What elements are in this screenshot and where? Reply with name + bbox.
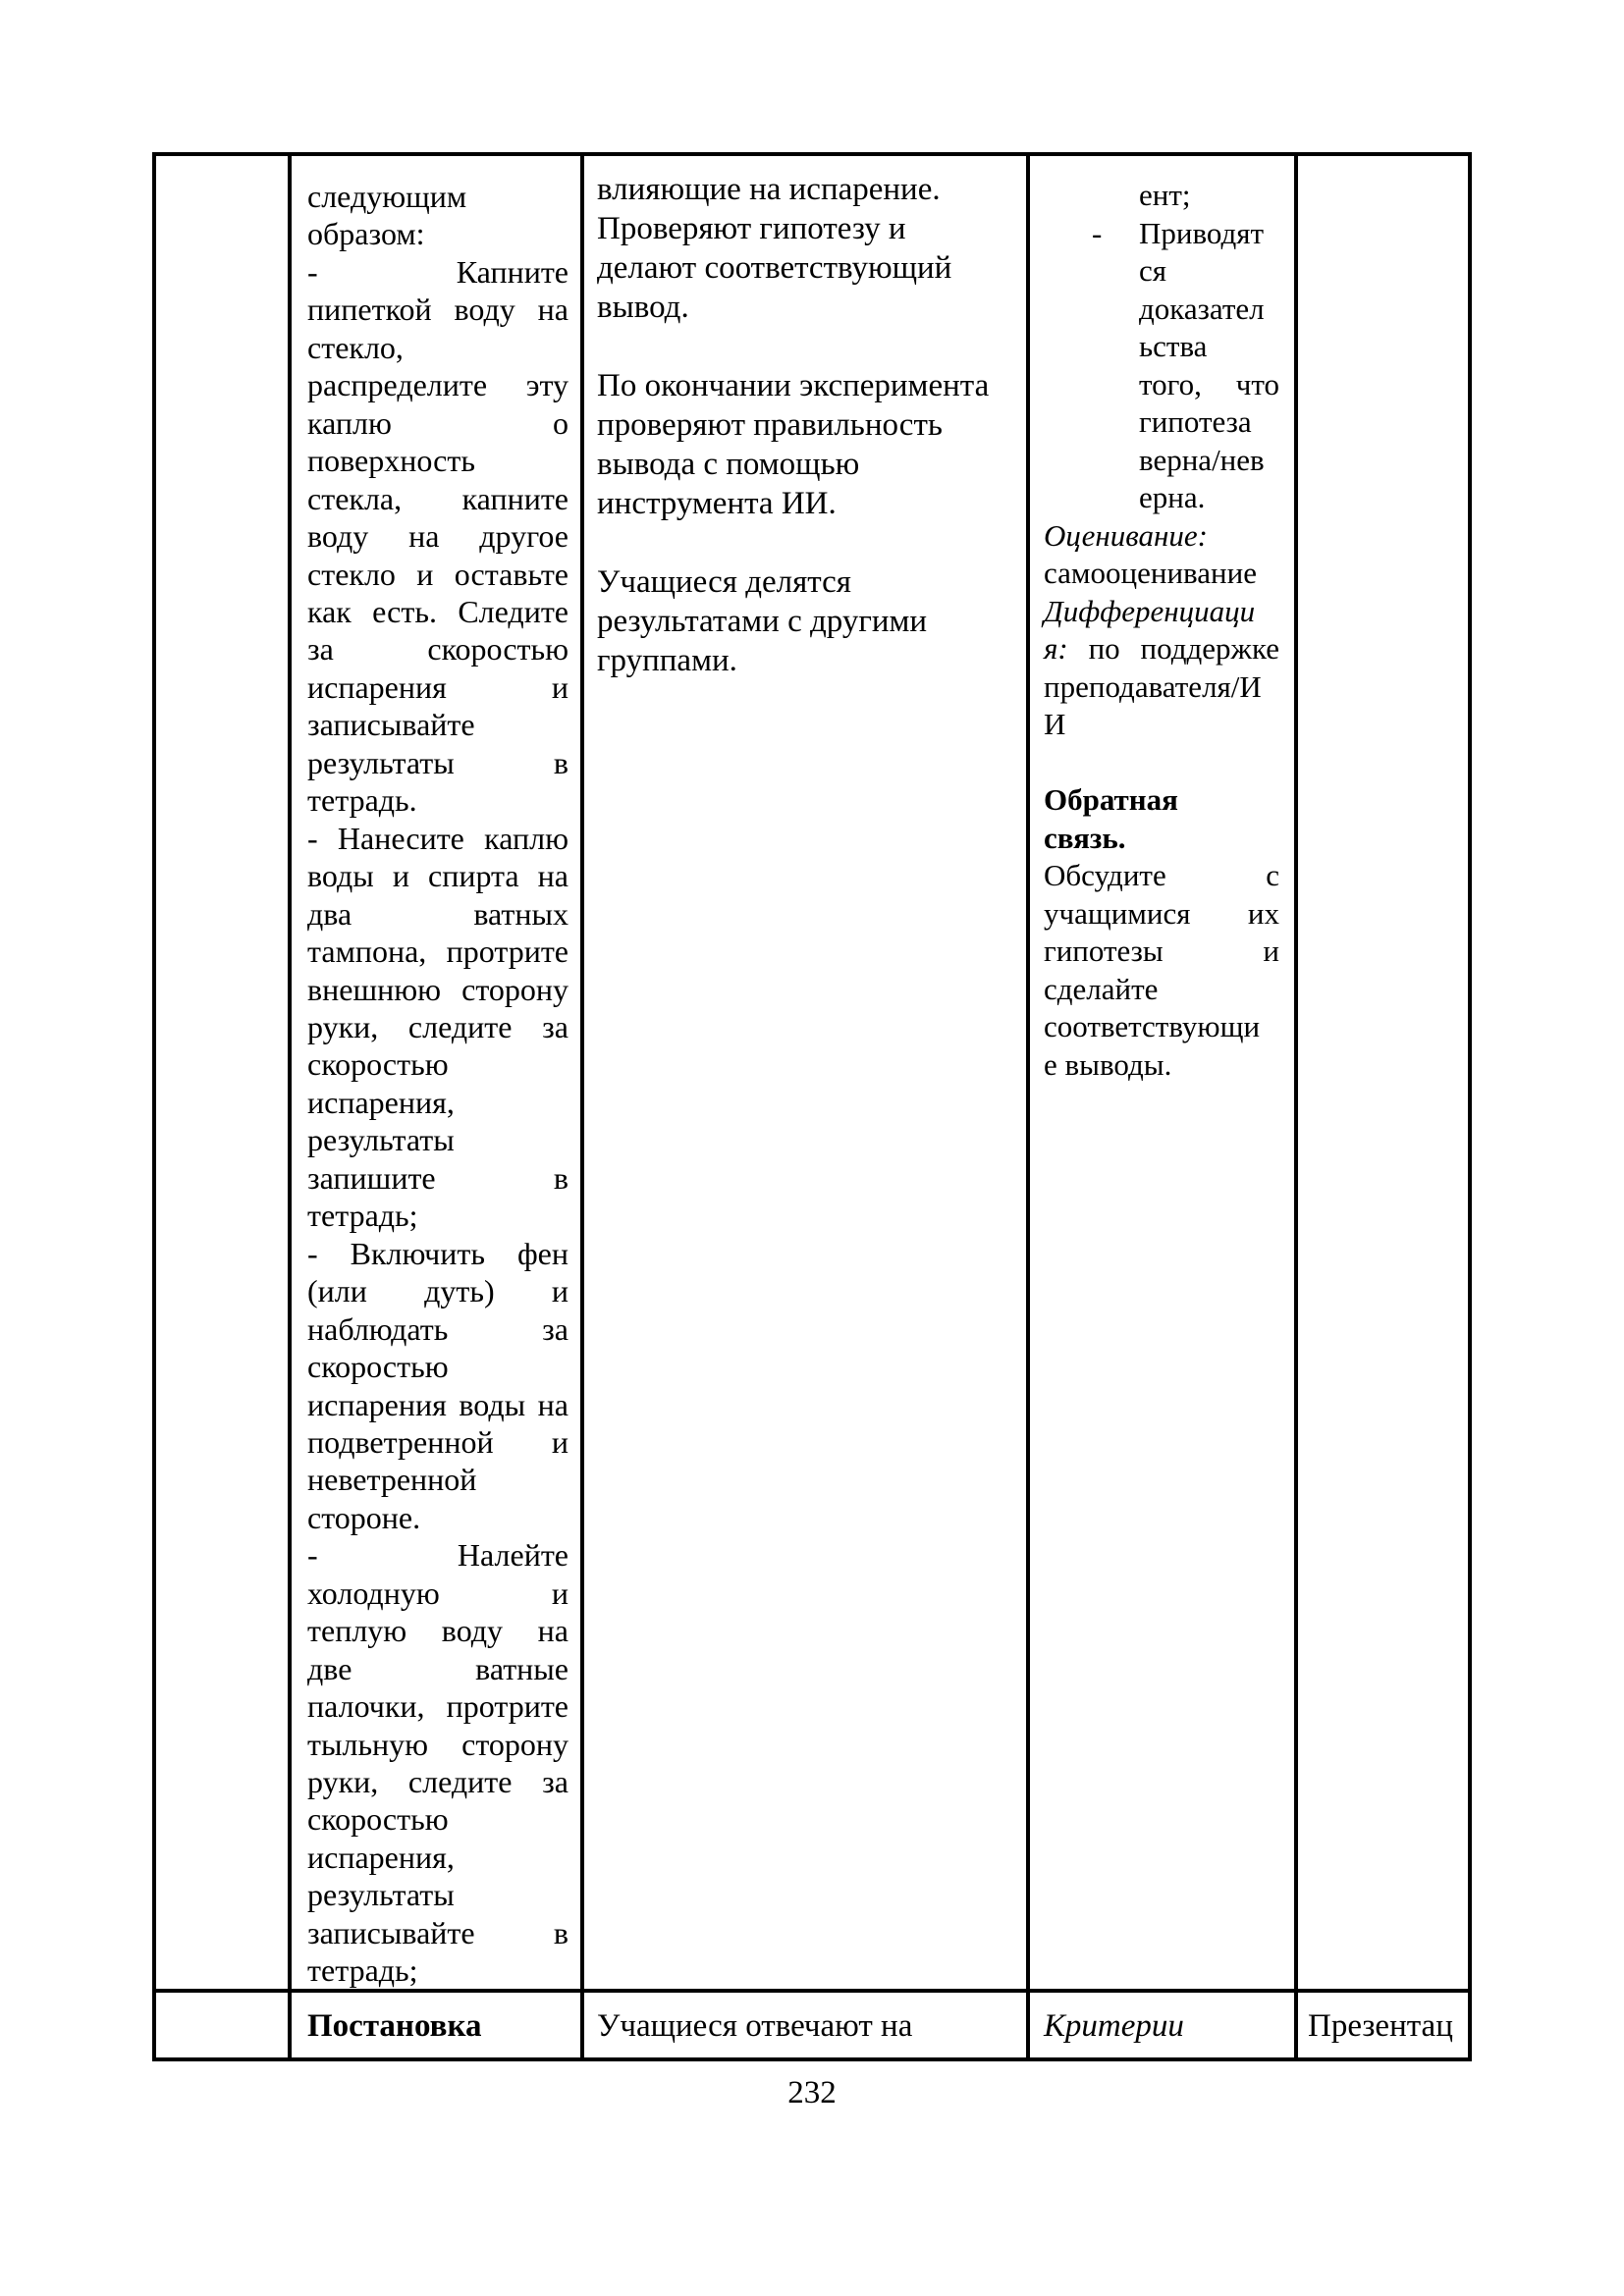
text-segment: гипотезы и [1044, 934, 1279, 968]
text-line [307, 857, 568, 894]
text-line [307, 1121, 568, 1158]
text-line [597, 641, 1018, 680]
text-segment: учащимися их [1044, 895, 1279, 931]
text-segment: вывод. [597, 290, 689, 325]
text-segment: вывода с помощью [597, 447, 860, 482]
table-cell-next-stage-empty [156, 1993, 288, 2057]
text-line [307, 178, 568, 215]
page-number: 232 [787, 2075, 837, 2110]
text-line [1044, 1046, 1279, 1085]
table-cell-next-criteria: Критерии [1030, 1993, 1294, 2057]
text-line [307, 820, 568, 857]
text-segment: тыльную сторону [307, 1726, 568, 1762]
text-line [307, 215, 568, 252]
text-segment: Проверяют гипотезу и [597, 211, 906, 246]
text-segment: воды и спирта на [307, 858, 568, 894]
text-line [1044, 781, 1279, 820]
text-line [597, 170, 1018, 209]
text-line [1044, 517, 1279, 556]
table-cell-next-resources: Презентац [1298, 1993, 1468, 2057]
text-segment [597, 329, 605, 364]
text-line [307, 1726, 568, 1763]
text-segment: инструмента ИИ. [597, 486, 837, 521]
text-segment: две ватные [307, 1650, 568, 1686]
text-segment: результатами с другими [597, 604, 928, 639]
text-line [307, 1914, 568, 1951]
text-line [307, 744, 568, 781]
text-segment: проверяют правильность [597, 407, 943, 443]
text-line [1044, 933, 1279, 971]
text-line [1044, 668, 1279, 707]
text-line [1044, 215, 1279, 253]
text-segment: группами. [597, 643, 737, 678]
text-segment [1044, 745, 1052, 779]
text-segment: два ватных [307, 895, 568, 932]
text-segment: руки, следите за [307, 1008, 568, 1044]
text-line [1044, 328, 1279, 366]
text-segment: соответствующи [1044, 1009, 1261, 1043]
text-segment: стекло, [307, 329, 404, 365]
text-segment: испарения и [307, 668, 568, 705]
text-segment: тетрадь; [307, 1198, 418, 1234]
text-line [307, 404, 568, 442]
text-line [1044, 706, 1279, 744]
text-segment: делают соответствующий [597, 250, 952, 286]
text-line [307, 706, 568, 743]
text-segment: гипотеза [1139, 404, 1252, 439]
text-line [1044, 630, 1279, 668]
text-segment: По окончании эксперимента [597, 368, 990, 403]
text-line [307, 329, 568, 366]
text-segment: - Капните [307, 253, 568, 290]
text-segment: следующим [307, 179, 467, 214]
text-segment: (или дуть) и [307, 1273, 568, 1309]
text-line [307, 1687, 568, 1725]
table-cell-resources-empty [1298, 156, 1468, 1989]
text-segment: Приводят [1139, 215, 1265, 250]
text-segment: как есть. Следите [307, 593, 568, 629]
text-segment: тетрадь. [307, 782, 417, 819]
text-segment: стекла, капните [307, 480, 568, 516]
text-line [1044, 479, 1279, 517]
text-segment: связь. [1044, 820, 1126, 855]
text-segment: тампона, протрите [307, 934, 568, 970]
text-line [1044, 177, 1279, 215]
text-segment: я: [1044, 631, 1068, 666]
text-segment: записывайте [307, 707, 475, 743]
table-cell-experiment-instructions [292, 156, 580, 1989]
text-segment: преподавателя/И [1044, 668, 1262, 704]
text-line [597, 366, 1018, 405]
text-segment: ент; [1139, 178, 1191, 212]
text-segment: ся [1139, 253, 1167, 288]
text-line [597, 209, 1018, 248]
text-line [1044, 555, 1279, 593]
text-line [1044, 1008, 1279, 1046]
text-line [307, 253, 568, 291]
text-line [307, 1045, 568, 1083]
text-line [1044, 366, 1279, 404]
text-line [307, 1612, 568, 1649]
text-segment: внешнюю сторону [307, 971, 568, 1007]
text-line [307, 1386, 568, 1423]
text-line [307, 1575, 568, 1612]
text-line [307, 971, 568, 1008]
text-segment: результаты [307, 1122, 455, 1158]
text-line [307, 366, 568, 403]
text-line [1044, 857, 1279, 895]
text-line [307, 933, 568, 970]
text-segment: скоростью [307, 1801, 449, 1838]
text-segment: того, что [1139, 366, 1279, 401]
text-line [307, 1499, 568, 1536]
text-line [307, 1310, 568, 1348]
text-segment: запишите в [307, 1159, 568, 1196]
text-segment: Обсудите с [1044, 858, 1279, 892]
text-line [597, 484, 1018, 523]
text-segment: теплую воду на [307, 1613, 568, 1649]
text-segment: е выводы. [1044, 1046, 1172, 1082]
text-segment: неветренной [307, 1462, 477, 1498]
text-line [307, 1348, 568, 1385]
text-line [307, 1650, 568, 1687]
text-line [307, 1461, 568, 1498]
text-line [307, 630, 568, 667]
text-line [307, 1423, 568, 1461]
text-segment: палочки, протрите [307, 1688, 568, 1725]
text-line [307, 480, 568, 517]
text-segment: по поддержке [1067, 631, 1279, 666]
text-line [307, 1536, 568, 1574]
text-segment: поверхность [307, 443, 475, 479]
text-line [307, 291, 568, 328]
text-segment: распределите эту [307, 367, 568, 403]
text-line [307, 517, 568, 555]
text-segment: влияющие на испарение. [597, 172, 941, 207]
text-line [597, 445, 1018, 484]
text-line [307, 1197, 568, 1234]
text-line [597, 405, 1018, 445]
text-segment: - Налейте [307, 1537, 568, 1574]
text-segment: И [1044, 707, 1066, 741]
text-line [307, 1008, 568, 1045]
text-line [307, 781, 568, 819]
text-line [307, 1763, 568, 1800]
table-cell-next-student-activity: Учащиеся отвечают на [584, 1993, 1026, 2057]
text-segment: ьства [1139, 329, 1208, 363]
text-line [1044, 442, 1279, 480]
text-segment: сделайте [1044, 971, 1159, 1006]
text-line [1044, 593, 1279, 631]
text-line [307, 1839, 568, 1876]
text-line [597, 523, 1018, 562]
text-segment: Дифференциаци [1044, 593, 1256, 628]
text-line [1044, 744, 1279, 782]
text-line [307, 593, 568, 630]
text-segment [597, 525, 605, 561]
text-segment: Оценивание: [1044, 517, 1209, 553]
text-segment: результаты [307, 1877, 455, 1913]
text-segment: скоростью [307, 1046, 449, 1083]
text-line [1044, 252, 1279, 291]
text-line [307, 1800, 568, 1838]
text-segment: верна/нев [1139, 442, 1265, 477]
text-segment: скоростью [307, 1349, 449, 1385]
text-line [307, 1235, 568, 1272]
text-segment: испарения, [307, 1084, 455, 1120]
text-segment: тетрадь; [307, 1952, 418, 1989]
text-line [307, 895, 568, 933]
text-segment: доказател [1139, 291, 1265, 326]
text-segment: записывайте в [307, 1914, 568, 1950]
text-segment: Обратная [1044, 782, 1178, 817]
text-line [307, 1159, 568, 1197]
text-segment: испарения, [307, 1839, 455, 1875]
text-line [597, 562, 1018, 602]
text-segment: наблюдать за [307, 1310, 568, 1347]
text-segment: ерна. [1139, 480, 1206, 514]
text-segment: Учащиеся делятся [597, 564, 851, 600]
text-line [1044, 971, 1279, 1009]
text-line [307, 556, 568, 593]
text-line [307, 442, 568, 479]
text-segment: - Включить фен [307, 1235, 568, 1271]
table-cell-student-activity [584, 156, 1026, 1989]
lesson-plan-table [152, 152, 1472, 2061]
text-segment: стекло и оставьте [307, 556, 568, 592]
text-segment: за скоростью [307, 631, 568, 667]
list-dash-marker: - [1092, 215, 1103, 250]
text-segment: воду на другое [307, 518, 568, 555]
text-segment: стороне. [307, 1499, 421, 1535]
text-segment: каплю о [307, 404, 568, 441]
text-line [597, 248, 1018, 288]
text-segment: пипеткой воду на [307, 292, 568, 328]
text-line [1044, 895, 1279, 934]
text-line [1044, 291, 1279, 329]
text-line [307, 1876, 568, 1913]
text-line [1044, 820, 1279, 858]
text-line [1044, 403, 1279, 442]
text-line [307, 1951, 568, 1989]
text-segment: подветренной и [307, 1423, 568, 1460]
text-line [597, 602, 1018, 641]
table-cell-stage-empty [156, 156, 288, 1989]
text-segment: образом: [307, 216, 425, 252]
text-segment: - Нанесите каплю [307, 820, 568, 856]
text-segment: руки, следите за [307, 1764, 568, 1800]
text-segment: испарения воды на [307, 1386, 568, 1422]
text-segment: холодную и [307, 1575, 568, 1611]
table-cell-assessment-feedback [1030, 156, 1294, 1989]
text-line [307, 1084, 568, 1121]
text-line [307, 668, 568, 706]
text-segment: результаты в [307, 744, 568, 780]
text-segment: самооценивание [1044, 556, 1257, 590]
text-line [597, 288, 1018, 327]
text-line [307, 1272, 568, 1309]
table-cell-next-stage-title: Постановка [292, 1993, 580, 2057]
text-line [597, 327, 1018, 366]
